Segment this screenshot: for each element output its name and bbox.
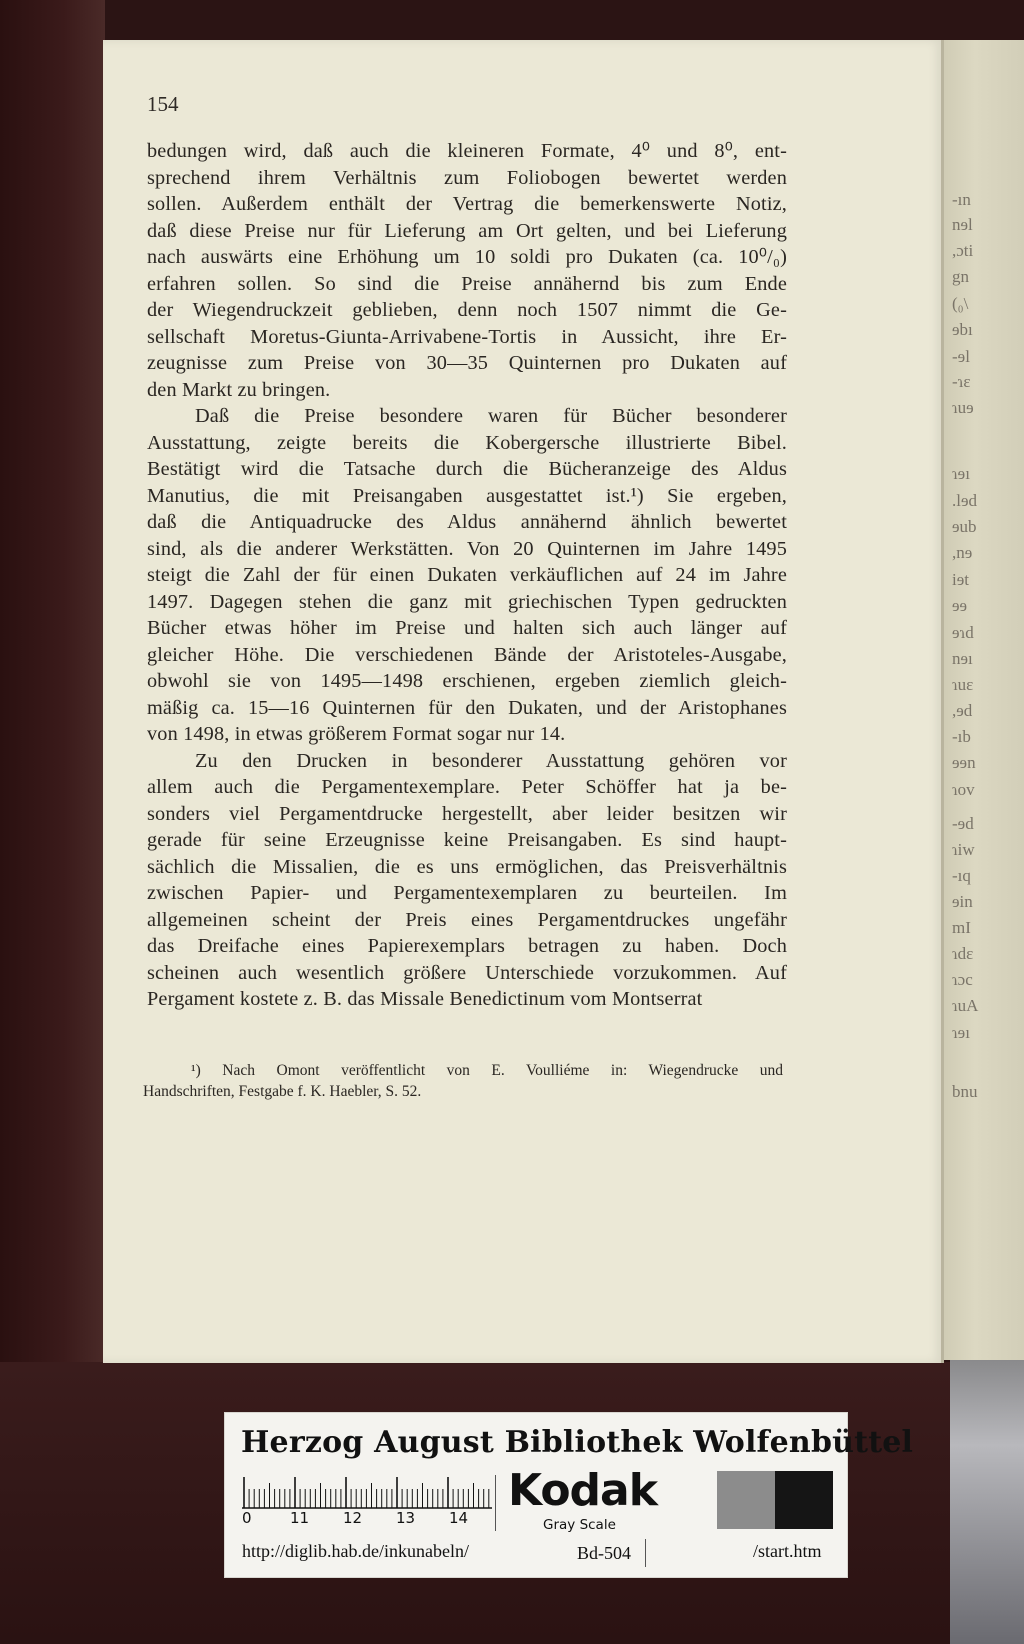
text-line: sprechend ihrem Verhältnis zum Foliobogen bewertet werden xyxy=(147,166,787,189)
text-line: erfahren sollen. So sind die Preise annähernd bis zum Ende xyxy=(147,272,787,295)
text-line: allgemeinen scheint der Preis eines Pergamentdruckes ungefähr xyxy=(147,908,787,931)
body-text xyxy=(147,138,787,1013)
bleed-through-text: ɿɘı xyxy=(952,464,970,483)
text-line: sonders viel Pergamentdrucke hergestellt, aber leider besitzen wir xyxy=(147,802,787,825)
text-line: Manutius, die mit Preisangaben ausgestattet ist.¹) Sie ergeben, xyxy=(147,484,787,507)
footnote xyxy=(143,1060,783,1102)
bleed-through-text: -ın xyxy=(952,190,971,209)
text-line: das Dreifache eines Papierexemplars betragen zu haben. Doch xyxy=(147,935,787,957)
text-line: daß diese Preise nur für Lieferung am Ort gelten, und bei Lieferung xyxy=(147,219,787,242)
bleed-through-text: mI xyxy=(952,918,971,937)
text-line: steigt die Zahl der für einen Dukaten verkäuflichen auf 24 im Jahre xyxy=(147,564,787,586)
text-line: Pergament kostete z. B. das Missale Benedictinum vom Montserrat xyxy=(147,988,703,1010)
bleed-through-text: ɘin xyxy=(952,892,973,911)
start-path: /start.htm xyxy=(753,1541,822,1561)
adjacent-page xyxy=(942,40,1024,1360)
bleed-through-text: ɿov xyxy=(952,780,975,799)
bleed-through-text: -ıb xyxy=(952,727,971,746)
text-line: sellschaft Moretus-Giunta-Arrivabene-Tortis in Aussicht, ihre Er- xyxy=(147,325,787,348)
color-target-card xyxy=(224,1412,914,1578)
bleed-through-text: iɘt xyxy=(952,570,969,589)
bleed-through-text: bnu xyxy=(952,1082,978,1101)
ruler-label: 14 xyxy=(449,1509,469,1527)
bleed-through-text: ɘbı xyxy=(952,320,973,339)
text-line: sollen. Außerdem enthält der Vertrag die bemerkenswerte Notiz, xyxy=(147,193,787,215)
text-line: der Wiegendruckzeit geblieben, denn noch 1507 nimmt die Ge- xyxy=(147,299,787,321)
bleed-through-text: nɘı xyxy=(952,649,973,668)
bleed-through-text: -ıq xyxy=(952,866,971,885)
bleed-through-text: gn xyxy=(952,267,969,286)
bleed-through-text: ɘɿd xyxy=(952,623,974,642)
bleed-through-text: ɘɘ xyxy=(952,596,968,615)
text-line: von 1498, in etwas größerem Format sogar nur 14. xyxy=(147,723,566,745)
bleed-through-text: ɘub xyxy=(952,517,977,536)
ruler-labels xyxy=(242,1509,492,1529)
page-number: 154 xyxy=(147,92,179,116)
bleed-through-text: nɘl xyxy=(952,215,973,234)
bleed-through-text: .lɘd xyxy=(952,491,978,510)
digital-library-url: http://diglib.hab.de/inkunabeln/ xyxy=(242,1541,469,1561)
bleed-through-text: ,ɘd xyxy=(952,701,973,720)
text-line: Bestätigt wird die Tatsache durch die Bücheranzeige des Aldus xyxy=(147,458,787,480)
text-line: mäßig ca. 15—16 Quinternen für den Dukaten, und der Aristophanes xyxy=(147,696,787,719)
text-line: 1497. Dagegen stehen die ganz mit griechischen Typen gedruckten xyxy=(147,590,787,613)
page-gutter xyxy=(941,40,944,1363)
text-line: Ausstattung, zeigte bereits die Kobergersche illustrierte Bibel. xyxy=(147,431,787,454)
bleed-through-text: -ɿɛ xyxy=(952,372,971,391)
bleed-through-text: ɿdɛ xyxy=(952,944,974,963)
text-line: Zu den Drucken in besonderer Ausstattung gehören vor xyxy=(195,749,787,772)
bleed-through-text: ɿiw xyxy=(952,840,975,859)
footnote-line: Handschriften, Festgabe f. K. Haebler, S. 52. xyxy=(143,1083,422,1100)
bleed-through-text: (₀\ xyxy=(952,294,969,313)
bleed-through-text: ɿuɘ xyxy=(952,398,974,417)
gray-scale-caption: Gray Scale xyxy=(543,1517,616,1533)
ruler-scale xyxy=(242,1475,492,1509)
text-line: nach auswärts eine Erhöhung um 10 soldi pro Dukaten (ca. 10⁰/₀) xyxy=(147,246,787,268)
bleed-through-text: ɘɘn xyxy=(952,753,976,772)
bleed-through-text: ɿɘı xyxy=(952,1023,970,1042)
kodak-logo: Kodak xyxy=(508,1465,657,1516)
target-divider xyxy=(495,1475,496,1531)
shelfmark-code: Bd-504 xyxy=(577,1543,631,1563)
ruler-label: 13 xyxy=(396,1509,416,1527)
ruler-label: 0 xyxy=(242,1509,252,1527)
text-line: scheinen auch wesentlich größere Unterschiede vorzukommen. Auf xyxy=(147,961,787,984)
adjacent-page-edge xyxy=(950,1360,1024,1644)
bleed-through-text: ,ɔti xyxy=(952,241,974,260)
bleed-through-text: -ɘd xyxy=(952,814,974,833)
text-line: sächlich die Missalien, die es uns ermöglichen, das Preisverhältnis xyxy=(147,855,787,878)
text-line: gerade für seine Erzeugnisse keine Preisangaben. Es sind haupt- xyxy=(147,829,787,851)
text-line: daß die Antiquadrucke des Aldus annähernd ähnlich bewertet xyxy=(147,511,787,533)
bleed-through-text: ,nɘ xyxy=(952,543,973,562)
gray-swatch-dark xyxy=(775,1471,833,1529)
target-divider xyxy=(645,1539,646,1567)
gray-swatch-mid xyxy=(717,1471,775,1529)
library-title: Herzog August Bibliothek Wolfenbüttel xyxy=(241,1425,914,1460)
text-line: sind, als die anderer Werkstätten. Von 20 Quinternen im Jahre 1495 xyxy=(147,537,787,560)
text-line: zwischen Papier- und Pergamentexemplaren zu beurteilen. Im xyxy=(147,882,787,904)
bleed-through-text: -ɘl xyxy=(952,347,970,366)
text-line: Daß die Preise besondere waren für Bücher besonderer xyxy=(195,405,787,427)
bleed-through-text: ɿuɛ xyxy=(952,675,974,694)
text-line: gleicher Höhe. Die verschiedenen Bände der Aristoteles-Ausgabe, xyxy=(147,643,787,666)
text-line: zeugnisse zum Preise von 30—35 Quinternen pro Dukaten auf xyxy=(147,352,787,374)
text-line: allem auch die Pergamentexemplare. Peter Schöffer hat ja be- xyxy=(147,776,787,798)
ruler-label: 12 xyxy=(343,1509,363,1527)
text-line: bedungen wird, daß auch die kleineren Formate, 4⁰ und 8⁰, ent- xyxy=(147,140,787,162)
bleed-through-text: ɿɔc xyxy=(952,970,973,989)
text-line: den Markt zu bringen. xyxy=(147,378,331,401)
footnote-line: ¹) Nach Omont veröffentlicht von E. Voulliéme in: Wiegendrucke und xyxy=(191,1062,783,1079)
ruler-label: 11 xyxy=(290,1509,310,1527)
text-line: Bücher etwas höher im Preise und halten sich auch länger auf xyxy=(147,617,787,639)
bleed-through-text: ɿuA xyxy=(952,996,979,1015)
text-line: obwohl sie von 1495—1498 erschienen, ergeben ziemlich gleich- xyxy=(147,670,787,692)
